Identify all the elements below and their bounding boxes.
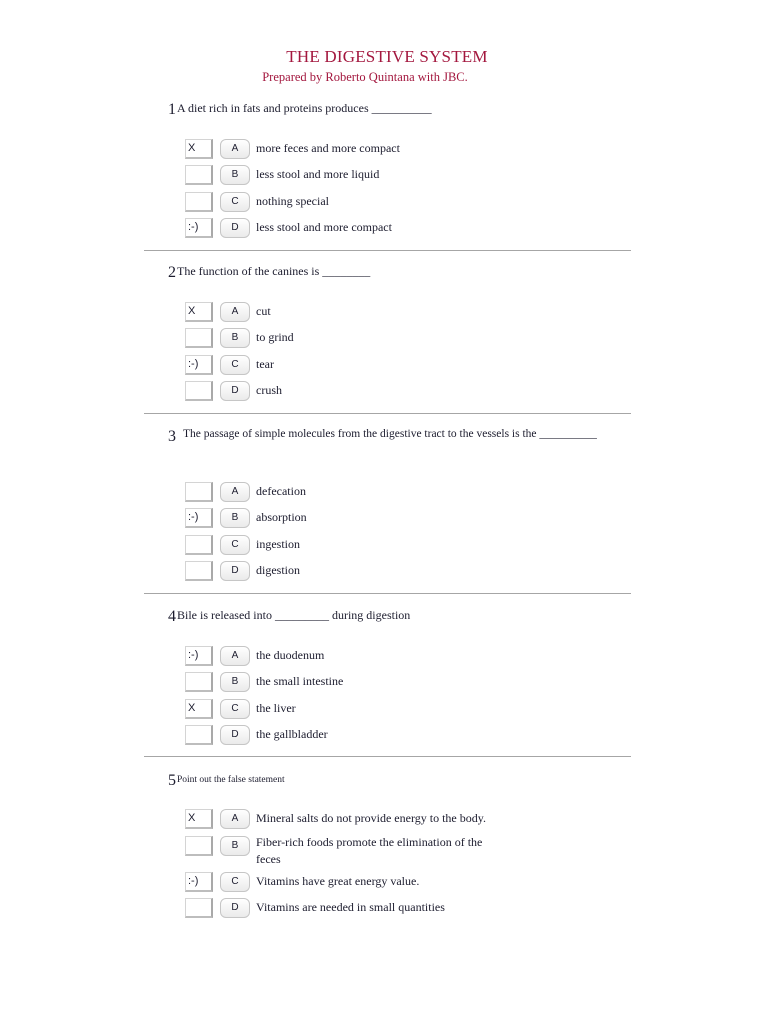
- question-number: 3: [168, 428, 176, 445]
- option-letter-button[interactable]: C: [220, 699, 250, 719]
- question-number: 2: [168, 264, 176, 281]
- option-a: [144, 646, 631, 672]
- option-text: crush: [256, 382, 282, 397]
- option-letter-button[interactable]: D: [220, 381, 250, 401]
- option-letter-button[interactable]: B: [220, 328, 250, 348]
- question-3: [144, 425, 631, 587]
- option-text: Vitamins are needed in small quantities: [256, 900, 445, 915]
- option-c: [144, 192, 631, 218]
- answer-box[interactable]: [185, 672, 213, 692]
- question-number: 5: [168, 772, 176, 789]
- answer-box[interactable]: [185, 535, 213, 555]
- option-b: [144, 328, 631, 354]
- option-letter-button[interactable]: A: [220, 302, 250, 322]
- option-d: [144, 561, 631, 587]
- answer-box[interactable]: [185, 482, 213, 502]
- answer-box[interactable]: :-): [185, 872, 213, 892]
- question-text: The passage of simple molecules from the digestive tract to the vessels is the __________: [183, 428, 597, 440]
- option-text: to grind: [256, 330, 294, 345]
- option-b: [144, 165, 631, 191]
- option-letter-button[interactable]: B: [220, 836, 250, 856]
- option-letter-button[interactable]: D: [220, 725, 250, 745]
- option-c: [144, 699, 631, 725]
- section-divider: [144, 593, 631, 594]
- option-text: nothing special: [256, 193, 329, 208]
- answer-box[interactable]: [185, 165, 213, 185]
- option-d: [144, 381, 631, 407]
- answer-box[interactable]: X: [185, 139, 213, 159]
- answer-box[interactable]: X: [185, 302, 213, 322]
- answer-box[interactable]: [185, 192, 213, 212]
- section-divider: [144, 413, 631, 414]
- option-letter-button[interactable]: A: [220, 809, 250, 829]
- option-text: the duodenum: [256, 648, 325, 662]
- option-letter-button[interactable]: B: [220, 672, 250, 692]
- question-text: A diet rich in fats and proteins produces __________: [177, 101, 432, 115]
- option-c: [144, 355, 631, 381]
- option-text: Fiber-rich foods promote the elimination of the feces: [256, 835, 483, 866]
- option-letter-button[interactable]: D: [220, 218, 250, 238]
- question-2: [144, 262, 631, 407]
- question-1: [144, 99, 631, 244]
- option-text: tear: [256, 356, 274, 371]
- section-divider: [144, 250, 631, 251]
- option-letter-button[interactable]: D: [220, 561, 250, 581]
- option-text: cut: [256, 304, 271, 318]
- option-b: [144, 833, 631, 872]
- option-a: [144, 482, 631, 508]
- option-letter-button[interactable]: C: [220, 872, 250, 892]
- answer-box[interactable]: [185, 725, 213, 745]
- answer-box[interactable]: :-): [185, 355, 213, 375]
- question-text: Bile is released into _________ during digestion: [177, 608, 411, 622]
- answer-box[interactable]: [185, 328, 213, 348]
- option-text: less stool and more compact: [256, 219, 392, 234]
- answer-box[interactable]: :-): [185, 218, 213, 238]
- question-5: [144, 770, 631, 925]
- option-d: [144, 725, 631, 751]
- option-letter-button[interactable]: D: [220, 898, 250, 918]
- question-text: The function of the canines is ________: [177, 264, 371, 278]
- option-b: [144, 508, 631, 534]
- option-text: the small intestine: [256, 674, 344, 689]
- option-letter-button[interactable]: C: [220, 535, 250, 555]
- option-d: [144, 898, 631, 924]
- option-c: [144, 535, 631, 561]
- option-text: absorption: [256, 510, 307, 525]
- option-text: Vitamins have great energy value.: [256, 874, 420, 888]
- option-letter-button[interactable]: C: [220, 192, 250, 212]
- section-divider: [144, 756, 631, 757]
- answer-box[interactable]: [185, 381, 213, 401]
- answer-box[interactable]: :-): [185, 508, 213, 528]
- answer-box[interactable]: X: [185, 699, 213, 719]
- option-text: digestion: [256, 562, 300, 577]
- option-a: [144, 302, 631, 328]
- option-text: less stool and more liquid: [256, 167, 380, 182]
- option-a: [144, 139, 631, 165]
- option-text: more feces and more compact: [256, 141, 400, 155]
- answer-box[interactable]: X: [185, 809, 213, 829]
- question-number: 1: [168, 101, 176, 118]
- option-letter-button[interactable]: C: [220, 355, 250, 375]
- option-d: [144, 218, 631, 244]
- question-text: Point out the false statement: [177, 775, 285, 785]
- question-4: [144, 606, 631, 751]
- option-text: the liver: [256, 700, 296, 715]
- option-text: Mineral salts do not provide energy to the body.: [256, 811, 486, 825]
- option-text: ingestion: [256, 536, 300, 551]
- page-title: THE DIGESTIVE SYSTEM: [286, 47, 488, 66]
- option-text: defecation: [256, 484, 306, 498]
- option-text: the gallbladder: [256, 726, 328, 741]
- option-b: [144, 672, 631, 698]
- question-number: 4: [168, 608, 176, 625]
- option-a: [144, 809, 631, 833]
- answer-box[interactable]: :-): [185, 646, 213, 666]
- option-c: [144, 872, 631, 898]
- option-letter-button[interactable]: B: [220, 165, 250, 185]
- option-letter-button[interactable]: A: [220, 482, 250, 502]
- answer-box[interactable]: [185, 898, 213, 918]
- option-letter-button[interactable]: A: [220, 646, 250, 666]
- option-letter-button[interactable]: B: [220, 508, 250, 528]
- answer-box[interactable]: [185, 836, 213, 856]
- option-letter-button[interactable]: A: [220, 139, 250, 159]
- answer-box[interactable]: [185, 561, 213, 581]
- page-subtitle: Prepared by Roberto Quintana with JBC.: [262, 70, 468, 84]
